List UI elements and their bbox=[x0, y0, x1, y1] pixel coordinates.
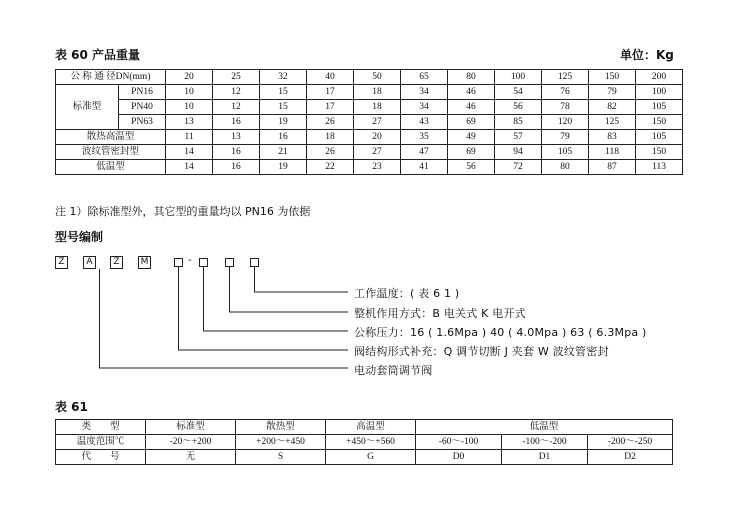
model-letter-box: Z bbox=[55, 256, 68, 269]
table60-cell: 105 bbox=[542, 145, 589, 160]
table60-cell: 46 bbox=[448, 85, 495, 100]
table60-cell: 41 bbox=[401, 160, 448, 175]
table60-cell: 113 bbox=[636, 160, 683, 175]
table60-cell: 120 bbox=[542, 115, 589, 130]
table60-cell: 69 bbox=[448, 145, 495, 160]
table60-cell: 150 bbox=[636, 145, 683, 160]
model-dash: - bbox=[188, 255, 192, 266]
table60-cell: 16 bbox=[213, 115, 260, 130]
model-letter-box: A bbox=[83, 256, 96, 269]
weight-note: 注 1）除标准型外，其它型的重量均以 PN16 为依据 bbox=[55, 205, 311, 218]
table61-cell: -20～+200 bbox=[146, 435, 236, 450]
table60-cell: 17 bbox=[307, 85, 354, 100]
table60-cell: 23 bbox=[354, 160, 401, 175]
table60-cell: 19 bbox=[260, 115, 307, 130]
model-label-structure: 阀结构形式补充：Q 调节切断 J 夹套 W 波纹管密封 bbox=[354, 345, 609, 358]
table60-cell: 94 bbox=[495, 145, 542, 160]
table61-cell: -200～-250 bbox=[588, 435, 673, 450]
table60-cell: 82 bbox=[589, 100, 636, 115]
table60-cell: 100 bbox=[495, 70, 542, 85]
table60-unit: 单位：Kg bbox=[620, 48, 674, 62]
table60-cell: 18 bbox=[354, 100, 401, 115]
table61-cell: 低温型 bbox=[416, 420, 673, 435]
table60-cell: 公 称 通 径DN(mm) bbox=[56, 70, 166, 85]
table60-cell: 波纹管密封型 bbox=[56, 145, 166, 160]
table60-cell: 20 bbox=[166, 70, 213, 85]
table61-cell: 散热型 bbox=[236, 420, 326, 435]
model-label-action: 整机作用方式：B 电关式 K 电开式 bbox=[354, 307, 526, 320]
table61-cell: -60～-100 bbox=[416, 435, 502, 450]
table60-cell: PN16 bbox=[119, 85, 166, 100]
table60-cell: 32 bbox=[260, 70, 307, 85]
table60-cell: 11 bbox=[166, 130, 213, 145]
table60-cell: 16 bbox=[213, 145, 260, 160]
table61-cell: 标准型 bbox=[146, 420, 236, 435]
table60-cell: 21 bbox=[260, 145, 307, 160]
table61-title: 表 61 bbox=[55, 400, 88, 414]
table60-cell: 43 bbox=[401, 115, 448, 130]
table60-cell: 15 bbox=[260, 100, 307, 115]
table60-cell: 85 bbox=[495, 115, 542, 130]
table61-cell: S bbox=[236, 450, 326, 465]
table60-cell: 标准型 bbox=[56, 85, 119, 130]
table60-title: 表 60 产品重量 bbox=[55, 48, 141, 62]
model-label-pressure: 公称压力：16 ( 1.6Mpa ) 40 ( 4.0Mpa ) 63 ( 6.3Mpa ) bbox=[354, 326, 647, 339]
table61-cell: +450～+560 bbox=[326, 435, 416, 450]
table60-cell: 80 bbox=[542, 160, 589, 175]
table60-cell: 150 bbox=[636, 115, 683, 130]
table61-cell: D2 bbox=[588, 450, 673, 465]
table60-cell: 78 bbox=[542, 100, 589, 115]
table60-cell: 76 bbox=[542, 85, 589, 100]
table61-cell: 代 号 bbox=[56, 450, 146, 465]
table61-cell: D1 bbox=[502, 450, 588, 465]
table61-cell: -100～-200 bbox=[502, 435, 588, 450]
table60-cell: PN63 bbox=[119, 115, 166, 130]
table60-cell: 72 bbox=[495, 160, 542, 175]
table60-cell: 80 bbox=[448, 70, 495, 85]
table60-cell: 散热高温型 bbox=[56, 130, 166, 145]
table60-cell: 14 bbox=[166, 160, 213, 175]
table60-cell: 19 bbox=[260, 160, 307, 175]
model-label-product: 电动套筒调节阀 bbox=[354, 364, 433, 377]
table60-cell: 低温型 bbox=[56, 160, 166, 175]
table60-cell: 125 bbox=[542, 70, 589, 85]
table60-cell: 83 bbox=[589, 130, 636, 145]
table61-row-type bbox=[56, 420, 673, 435]
table60-cell: 22 bbox=[307, 160, 354, 175]
table60-cell: 79 bbox=[542, 130, 589, 145]
table60-cell: 47 bbox=[401, 145, 448, 160]
model-title: 型号编制 bbox=[55, 230, 104, 244]
table60-cell: 27 bbox=[354, 115, 401, 130]
table60-cell: 105 bbox=[636, 130, 683, 145]
model-label-temperature: 工作温度：( 表 6 1 ) bbox=[354, 287, 460, 300]
table60-cell: 13 bbox=[213, 130, 260, 145]
table60-cell: 20 bbox=[354, 130, 401, 145]
table60-cell: 40 bbox=[307, 70, 354, 85]
table61 bbox=[55, 419, 673, 465]
table60-cell: 200 bbox=[636, 70, 683, 85]
table60-cell: 34 bbox=[401, 100, 448, 115]
table60-cell: 25 bbox=[213, 70, 260, 85]
table60-cell: 46 bbox=[448, 100, 495, 115]
table60-cell: 105 bbox=[636, 100, 683, 115]
table60-cell: 34 bbox=[401, 85, 448, 100]
table60-cell: 26 bbox=[307, 115, 354, 130]
table61-row-code bbox=[56, 450, 673, 465]
table61-row-range bbox=[56, 435, 673, 450]
table60-cell: 12 bbox=[213, 100, 260, 115]
table60-cell: 118 bbox=[589, 145, 636, 160]
table61-cell: G bbox=[326, 450, 416, 465]
table60-cell: 100 bbox=[636, 85, 683, 100]
table60-cell: 56 bbox=[448, 160, 495, 175]
table60-cell: 18 bbox=[307, 130, 354, 145]
table60-cell: 12 bbox=[213, 85, 260, 100]
table61-cell: D0 bbox=[416, 450, 502, 465]
table60-cell: 49 bbox=[448, 130, 495, 145]
model-letter-box: Z bbox=[110, 256, 123, 269]
table60-cell: 16 bbox=[213, 160, 260, 175]
table60-cell: 54 bbox=[495, 85, 542, 100]
table60-cell: 35 bbox=[401, 130, 448, 145]
table61-cell: 温度范围℃ bbox=[56, 435, 146, 450]
table60-cell: 65 bbox=[401, 70, 448, 85]
table60-cell: 87 bbox=[589, 160, 636, 175]
table60-cell: PN40 bbox=[119, 100, 166, 115]
table60-cell: 57 bbox=[495, 130, 542, 145]
table61-cell: 高温型 bbox=[326, 420, 416, 435]
table60-cell: 125 bbox=[589, 115, 636, 130]
table60-cell: 10 bbox=[166, 85, 213, 100]
table60-cell: 17 bbox=[307, 100, 354, 115]
table60-cell: 10 bbox=[166, 100, 213, 115]
table60-cell: 150 bbox=[589, 70, 636, 85]
table60-cell: 27 bbox=[354, 145, 401, 160]
table60-cell: 13 bbox=[166, 115, 213, 130]
table60-cell: 56 bbox=[495, 100, 542, 115]
table60-cell: 16 bbox=[260, 130, 307, 145]
table60-cell: 69 bbox=[448, 115, 495, 130]
table60-cell: 18 bbox=[354, 85, 401, 100]
table61-cell: 类 型 bbox=[56, 420, 146, 435]
table60-cell: 50 bbox=[354, 70, 401, 85]
table60-cell: 14 bbox=[166, 145, 213, 160]
table61-cell: 无 bbox=[146, 450, 236, 465]
table60-cell: 26 bbox=[307, 145, 354, 160]
table61-cell: +200～+450 bbox=[236, 435, 326, 450]
model-letter-box: M bbox=[138, 256, 151, 269]
table60-cell: 79 bbox=[589, 85, 636, 100]
table60-cell: 15 bbox=[260, 85, 307, 100]
